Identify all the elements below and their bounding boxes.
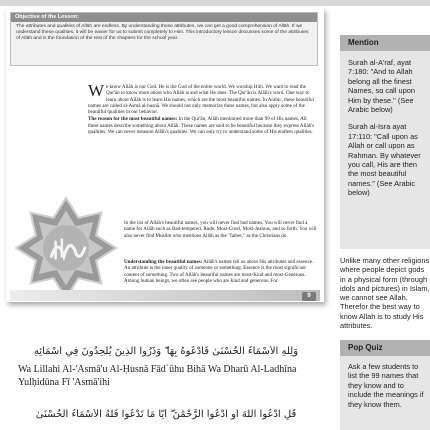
understanding-heading: Understanding the beautiful names:	[124, 259, 203, 265]
top-scan-bar	[0, 0, 430, 6]
understanding-paragraph	[124, 259, 318, 284]
pop-quiz-title: Pop Quiz	[340, 340, 430, 356]
pop-quiz-text: Ask a few students to list the 99 names that they know and to include the meanings if they know them.	[348, 362, 424, 409]
intro-text: e know Allāh is our God. He is the God of the entire world. We worship Him. We want to read the Qur'ān to know more about who Allāh is and what He does. The Qur'ān is Allāh's word. One way to learn about Allāh is to learn His names, which are the most beautiful names. In Arabic, these beautiful names are called al-Asmā al-husnā. We should not only memorize these names, but also apply some of the beautiful qualities in our behavior.	[88, 84, 314, 115]
mention-item: Surah al-A'raf, ayat 7:180: "And to Allah belong all the finest Names, so call upon Him by these." (See Arabic below)	[348, 58, 415, 115]
objective-text: The attributes and qualities of Allāh are endless. By understanding these attributes, we can get a good comprehension of Allāh. If we understand these qualities, it will be easier for us to submit completely to Him. This introductory lesson discusses some of the attributes of Allāh and is the foundation of the rest of the chapters for the school year.	[16, 24, 309, 42]
objective-title: Objective of the Lesson:	[11, 13, 317, 22]
pop-quiz-box	[340, 340, 430, 430]
reason-heading: The reason for the most beautiful names:	[88, 116, 178, 123]
textbook-page	[6, 8, 324, 302]
reason-paragraph	[88, 116, 318, 135]
calligraphy-star-ornament	[14, 196, 118, 300]
intro-paragraph	[88, 81, 318, 136]
arabic-verse-1: وَلِلَّهِ الْأَسْمَاءُ الْحُسْنَىٰ فَادْعُوهُ بِهَا ۖ وَذَرُوا الَّذِينَ يُلْحِدُونَ فِي أَسْمَائِهِ	[33, 346, 299, 357]
mention-sidebar	[340, 35, 430, 249]
mention-item: Surah al-Isra ayat 17:110: "Call upon as Allah or call upon as Rahman. By whatever you call, His are then the most beautiful names." (See Arabic below)	[348, 122, 421, 198]
understanding-text: Allāh's names tell us about His attributes and essence. An attribute is the inner quality of someone or something. Essence is the most significant content of something. Two of Allāh's beautiful names are most-Kind and most-Generous. Among human beings, we often see people who are kind and generous. For	[124, 259, 314, 284]
reason-text: In the Qur'ān, Allāh mentioned more than 99 of His names. All these names describe something about Allāh. These names are said to be beautiful because they express Allāh's qualities. We can never measure Allāh's qualities. We can only try to understand some of His endless qualities.	[88, 116, 315, 135]
objective-box	[10, 12, 318, 66]
transliteration-1: Wa Lillahi Al-'Asmā'u Al-Ḥusnā Fād`ūhu Bihā Wa Dharū Al-Ladhīna Yulḥidūna Fī 'Asmā'ihi	[18, 364, 297, 388]
mention-body	[340, 51, 430, 198]
arabic-verse-2: قُلِ ادْعُوا اللَّهَ أَوِ ادْعُوا الرَّحْمَٰنَ ۖ أَيًّا مَا تَدْعُوا فَلَهُ الْأَسْمَاءُ الْحُسْنَىٰ	[35, 409, 297, 420]
list-paragraph: In the list of Allāh's beautiful names, you will never find bad names. You will never find a name for Allāh such as Bad-tempered, Rude, Most-Cruel, Most-Jealous, and so forth. You will also never find Muslim who mentions Allāh as the "father," as the Christians do.	[124, 220, 317, 239]
side-paragraph: Unlike many other religions where people depict gods in a physical form (through idols and pictures) in Islam, we cannot see Allah. Therefor the best way to know Allah is to study His attributes.	[340, 256, 430, 331]
drop-cap: W	[88, 81, 105, 100]
page-footer-band	[10, 290, 320, 301]
mention-title: Mention	[340, 35, 430, 51]
page-number: 9	[302, 292, 316, 301]
